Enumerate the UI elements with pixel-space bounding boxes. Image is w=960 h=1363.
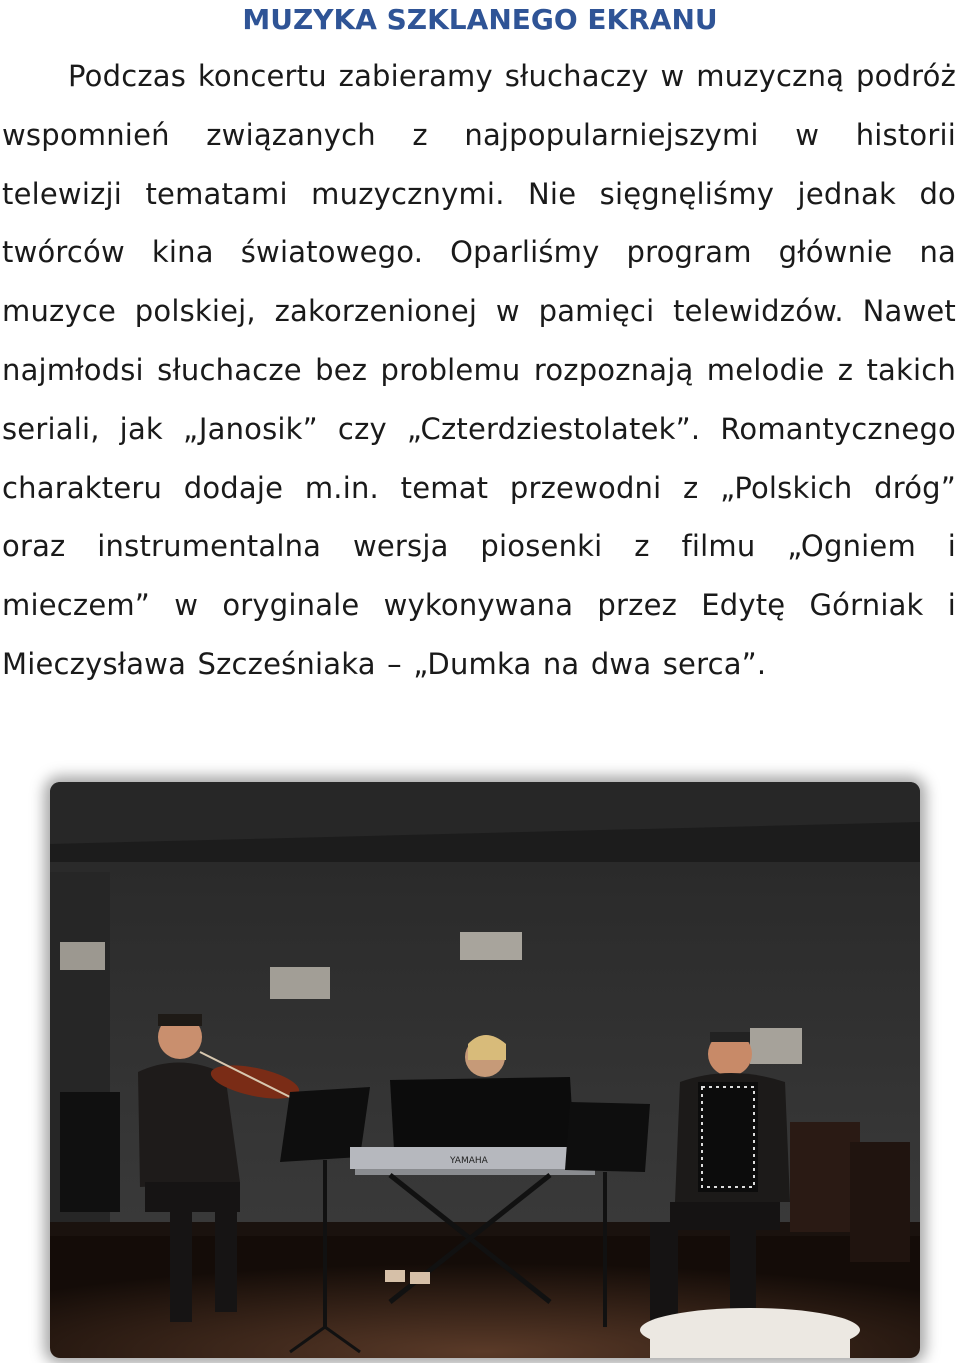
document-title: MUZYKA SZKLANEGO EKRANU xyxy=(242,3,718,36)
keyboard-brand-label: YAMAHA xyxy=(450,1156,488,1166)
concert-photo xyxy=(50,782,920,1358)
body-paragraph: Podczas koncertu zabieramy słuchaczy w muzyczną podróż wspomnień związanych z najpopularniejszymi w historii telewizji tematami muzycznymi. Nie sięgnęliśmy jednak do twórców kina światowego. Oparliśmy program głównie na muzyce polskiej, zakorzenionej w pamięci telewidzów. Nawet najmłodsi słuchacze bez problemu rozpoznają melodie z takich seriali, jak „Janosik” czy „Czterdziestolatek”. Romantycznego charakteru dodaje m.in. temat przewodni z „Polskich dróg” oraz instrumentalna wersja piosenki z filmu „Ogniem i mieczem” w oryginale wykonywana przez Edytę Górniak i Mieczysława Szcześniaka – „Dumka na dwa serca”. xyxy=(2,59,956,681)
